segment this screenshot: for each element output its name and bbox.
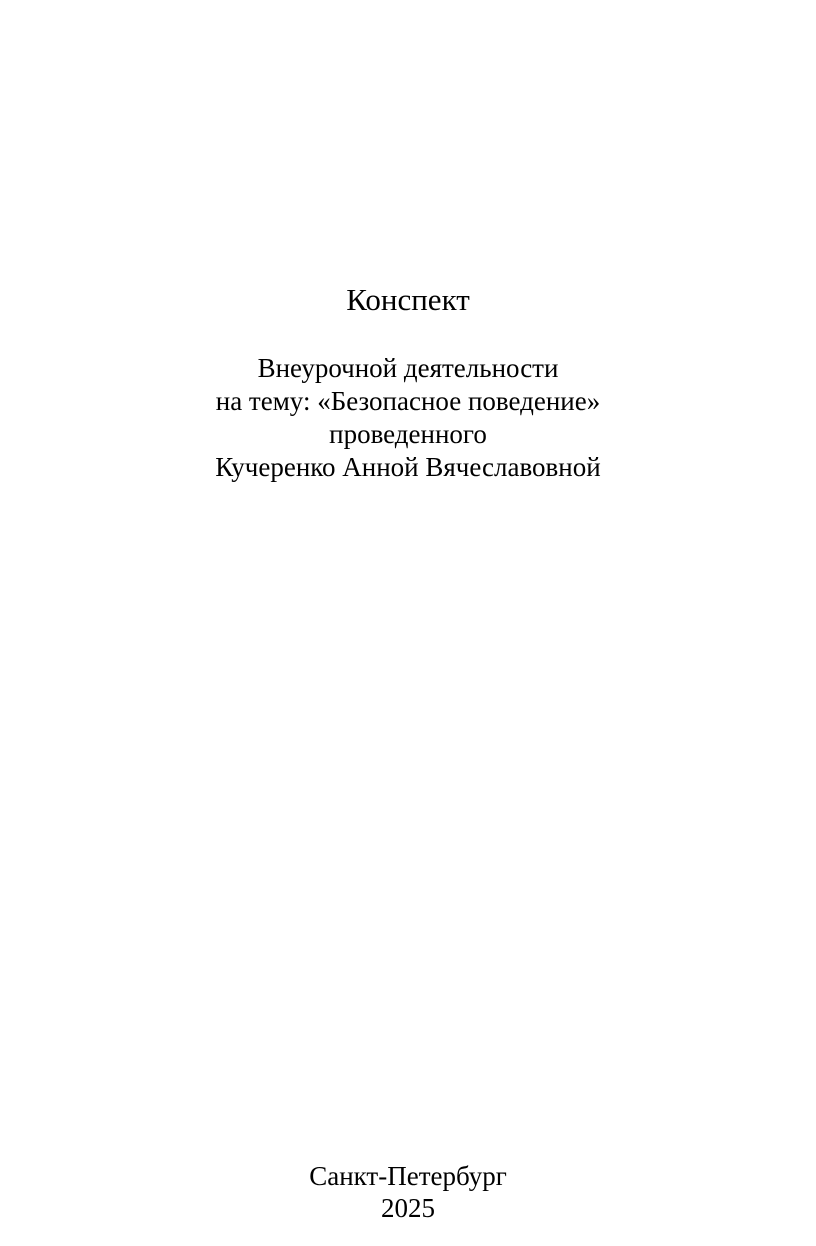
author-line: Кучеренко Анной Вячеславовной: [215, 452, 601, 482]
subtitle-line: Внеурочной деятельности: [257, 353, 559, 383]
document-title: Конспект: [346, 282, 470, 317]
year-label: 2025: [381, 1193, 435, 1223]
subtitle-block: [0, 352, 816, 484]
subtitle-line: на тему: «Безопасное поведение»: [215, 386, 601, 416]
footer-block: [0, 1160, 816, 1224]
city-label: Санкт-Петербург: [309, 1161, 507, 1191]
subtitle-line: проведенного: [329, 419, 487, 449]
